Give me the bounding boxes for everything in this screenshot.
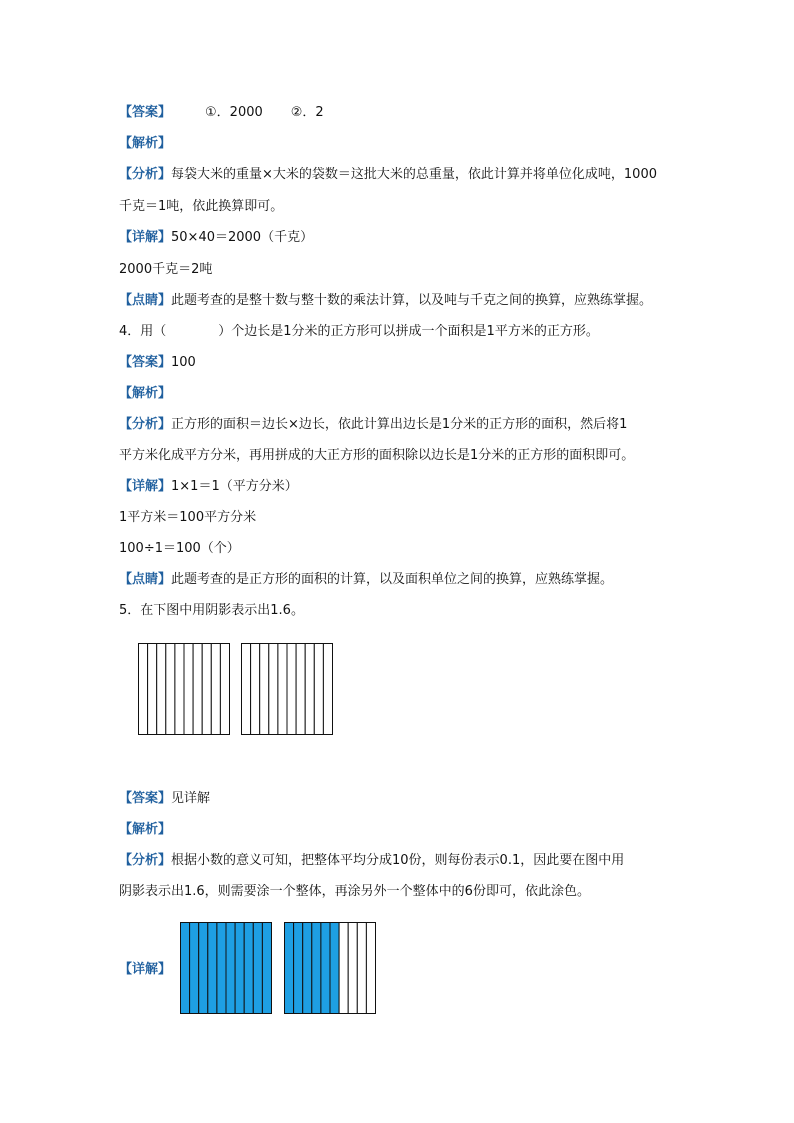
shaded-strip	[321, 923, 330, 1014]
strip-grid	[180, 922, 272, 1014]
shaded-strip	[294, 923, 303, 1014]
q3-fenxi-line-1	[119, 167, 657, 183]
xiangjie-tag: 【详解】	[119, 230, 172, 245]
xiangjie-tag: 【详解】	[119, 962, 172, 977]
shaded-strip	[217, 923, 226, 1014]
fenxi-text: 正方形的面积＝边长×边长，依此计算出边长是1分米的正方形的面积，然后将1	[171, 417, 628, 432]
blank-strip	[357, 923, 366, 1014]
answer-value: 100	[171, 355, 196, 370]
blank-strip	[314, 644, 323, 735]
dianjing-text: 此题考查的是整十数与整十数的乘法计算，以及吨与千克之间的换算，应熟练掌握。	[171, 293, 653, 308]
blank-strip	[242, 644, 251, 735]
blank-strip	[287, 644, 296, 735]
q5-fenxi-line-1	[119, 853, 624, 869]
blank-strip	[157, 644, 166, 735]
blank-strip	[202, 644, 211, 735]
answer-tag: 【答案】	[119, 355, 172, 370]
fenxi-tag: 【分析】	[119, 167, 172, 182]
q4-answer-line	[119, 355, 196, 371]
analysis-tag: 【解析】	[119, 386, 172, 401]
answer-value: 见详解	[171, 791, 211, 806]
q5-question: 5．在下图中用阴影表示出1.6。	[119, 603, 304, 618]
shaded-strip	[244, 923, 253, 1014]
fenxi-text: 每袋大米的重量×大米的袋数＝这批大米的总重量，依此计算并将单位化成吨，1000	[171, 167, 657, 182]
blank-strip	[193, 644, 202, 735]
shaded-strip	[262, 923, 271, 1014]
blank-strip	[139, 644, 148, 735]
strip-grid	[138, 643, 230, 735]
q4-analysis-heading	[119, 386, 171, 402]
q3-analysis-heading	[119, 136, 171, 152]
fenxi-text: 根据小数的意义可知，把整体平均分成10份，则每份表示0.1，因此要在图中用	[171, 853, 625, 868]
strip-grid	[284, 922, 376, 1014]
xiangjie-text: 1×1＝1（平方分米）	[171, 479, 298, 494]
shaded-strip	[226, 923, 235, 1014]
blank-strip	[323, 644, 332, 735]
dianjing-text: 此题考查的是正方形的面积的计算，以及面积单位之间的换算，应熟练掌握。	[171, 572, 614, 587]
q3-fenxi-line-2: 千克＝1吨，依此换算即可。	[119, 199, 284, 214]
blank-strip	[166, 644, 175, 735]
q4-fenxi-line-1	[119, 417, 627, 433]
question-figure-whole-2	[241, 643, 333, 735]
q5-xiangjie-line	[119, 962, 171, 978]
answer-tag: 【答案】	[119, 105, 172, 120]
q4-xiangjie-line-2: 1平方米＝100平方分米	[119, 510, 257, 525]
q5-fenxi-line-2: 阴影表示出1.6，则需要涂一个整体，再涂另外一个整体中的6份即可，依此涂色。	[119, 884, 590, 899]
blank-strip	[184, 644, 193, 735]
q4-fenxi-line-2: 平方米化成平方分米，再用拼成的大正方形的面积除以边长是1分米的正方形的面积即可。	[119, 448, 635, 463]
q4-question: 4．用（ ）个边长是1分米的正方形可以拼成一个面积是1平方米的正方形。	[119, 324, 599, 339]
answer-figure-whole-2	[284, 922, 376, 1014]
shaded-strip	[330, 923, 339, 1014]
q4-xiangjie-line-3: 100÷1＝100（个）	[119, 541, 240, 556]
answer-figure-whole-1	[180, 922, 272, 1014]
blank-strip	[148, 644, 157, 735]
question-figure-whole-1	[138, 643, 230, 735]
blank-strip	[269, 644, 278, 735]
analysis-tag: 【解析】	[119, 822, 172, 837]
shaded-strip	[181, 923, 190, 1014]
q4-xiangjie-line-1	[119, 479, 298, 495]
blank-strip	[296, 644, 305, 735]
blank-strip	[175, 644, 184, 735]
answer-tag: 【答案】	[119, 791, 172, 806]
shaded-strip	[235, 923, 244, 1014]
shaded-strip	[190, 923, 199, 1014]
blank-strip	[260, 644, 269, 735]
shaded-strip	[253, 923, 262, 1014]
shaded-strip	[208, 923, 217, 1014]
fenxi-tag: 【分析】	[119, 853, 172, 868]
answer-value-1: ①．2000	[205, 105, 263, 120]
strip-grid	[241, 643, 333, 735]
q3-answer-line	[119, 105, 324, 121]
shaded-strip	[285, 923, 294, 1014]
answer-value-2: ②．2	[290, 105, 324, 120]
analysis-tag: 【解析】	[119, 136, 172, 151]
blank-strip	[278, 644, 287, 735]
q5-analysis-heading	[119, 822, 171, 838]
fenxi-tag: 【分析】	[119, 417, 172, 432]
shaded-strip	[199, 923, 208, 1014]
q3-xiangjie-line-1	[119, 230, 313, 246]
blank-strip	[251, 644, 260, 735]
q4-dianjing-line	[119, 572, 613, 588]
blank-strip	[211, 644, 220, 735]
shaded-strip	[312, 923, 321, 1014]
q3-xiangjie-line-2: 2000千克＝2吨	[119, 262, 213, 277]
blank-strip	[305, 644, 314, 735]
xiangjie-text: 50×40＝2000（千克）	[171, 230, 314, 245]
q5-answer-line	[119, 791, 210, 807]
blank-strip	[348, 923, 357, 1014]
shaded-strip	[303, 923, 312, 1014]
dianjing-tag: 【点睛】	[119, 293, 172, 308]
blank-strip	[220, 644, 229, 735]
xiangjie-tag: 【详解】	[119, 479, 172, 494]
blank-strip	[339, 923, 348, 1014]
q3-dianjing-line	[119, 293, 652, 309]
dianjing-tag: 【点睛】	[119, 572, 172, 587]
blank-strip	[366, 923, 375, 1014]
